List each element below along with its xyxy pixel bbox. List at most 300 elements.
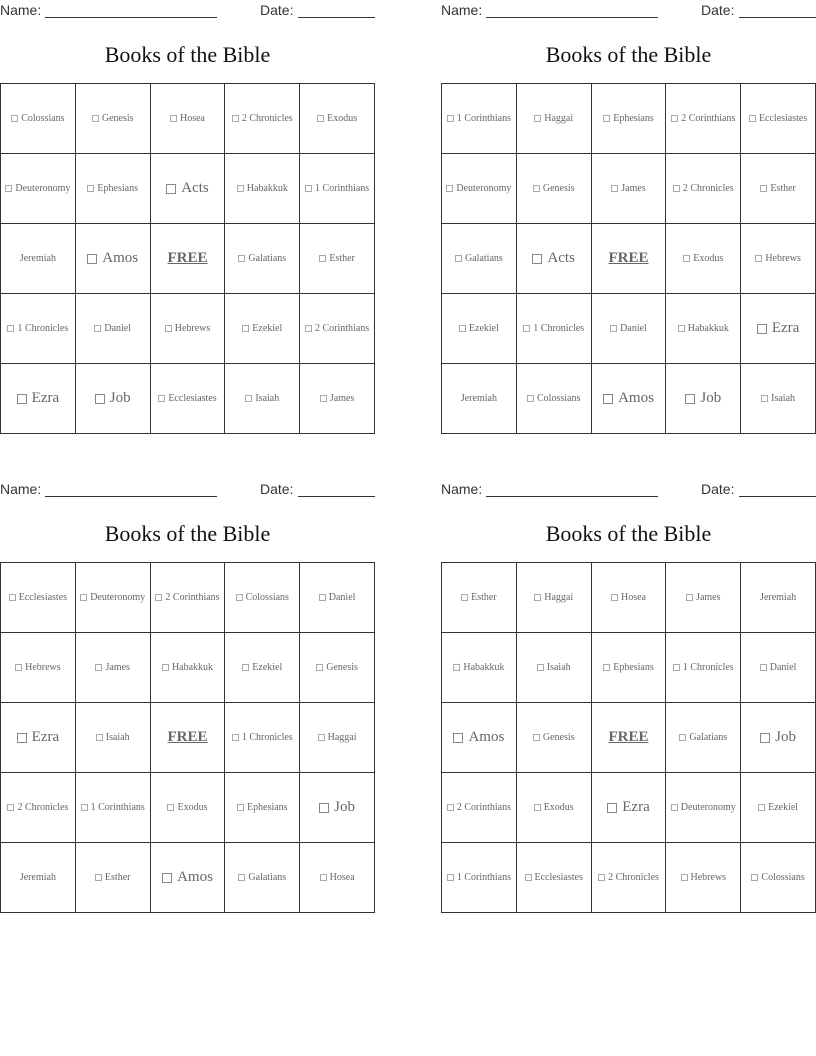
bingo-cell[interactable] — [76, 563, 151, 633]
bingo-cell[interactable] — [442, 84, 517, 154]
checkbox-icon[interactable] — [607, 803, 617, 813]
checkbox-icon[interactable] — [319, 255, 326, 262]
checkbox-icon[interactable] — [679, 734, 686, 741]
bingo-cell[interactable] — [225, 703, 300, 773]
bingo-cell[interactable] — [442, 843, 517, 913]
cell-label: Isaiah — [546, 662, 571, 673]
checkbox-icon[interactable] — [305, 185, 312, 192]
bingo-cell[interactable] — [741, 703, 816, 773]
bingo-cell[interactable] — [300, 703, 375, 773]
bingo-cell[interactable] — [225, 633, 300, 703]
checkbox-icon[interactable] — [758, 804, 765, 811]
checkbox-icon[interactable] — [92, 115, 99, 122]
name-field[interactable] — [45, 17, 217, 18]
bingo-cell[interactable] — [442, 154, 517, 224]
cell-label: Exodus — [327, 113, 358, 124]
bingo-cell[interactable] — [442, 563, 517, 633]
checkbox-icon[interactable] — [761, 395, 768, 402]
cell-label: Daniel — [328, 592, 356, 603]
checkbox-icon[interactable] — [459, 325, 466, 332]
bingo-cell[interactable] — [442, 364, 517, 434]
bingo-cell[interactable] — [225, 294, 300, 364]
name-label: Name: — [441, 481, 483, 497]
checkbox-icon[interactable] — [533, 734, 540, 741]
cell-label: Esther — [770, 183, 796, 194]
cell-label: Deuteronomy — [90, 592, 146, 603]
checkbox-icon[interactable] — [237, 804, 244, 811]
bingo-cell[interactable] — [76, 703, 151, 773]
bingo-cell[interactable] — [592, 84, 667, 154]
bingo-cell[interactable] — [666, 84, 741, 154]
checkbox-icon[interactable] — [686, 594, 693, 601]
cell-label: Galatians — [248, 253, 287, 264]
checkbox-icon[interactable] — [232, 734, 239, 741]
checkbox-icon[interactable] — [95, 664, 102, 671]
checkbox-icon[interactable] — [461, 594, 468, 601]
checkbox-icon[interactable] — [527, 395, 534, 402]
checkbox-icon[interactable] — [453, 664, 460, 671]
bingo-cell[interactable] — [1, 563, 76, 633]
checkbox-icon[interactable] — [447, 115, 454, 122]
bingo-cell[interactable] — [741, 154, 816, 224]
checkbox-icon[interactable] — [9, 594, 16, 601]
checkbox-icon[interactable] — [678, 325, 685, 332]
bingo-cell[interactable] — [592, 633, 667, 703]
bingo-cell[interactable] — [300, 773, 375, 843]
checkbox-icon[interactable] — [749, 115, 756, 122]
checkbox-icon[interactable] — [158, 395, 165, 402]
checkbox-icon[interactable] — [316, 664, 323, 671]
cell-label: Ephesians — [613, 662, 654, 673]
cell-label: Hebrews — [25, 662, 61, 673]
bingo-cell[interactable] — [1, 224, 76, 294]
cell-label: Hosea — [329, 872, 355, 883]
checkbox-icon[interactable] — [165, 325, 172, 332]
bingo-cell[interactable] — [151, 633, 226, 703]
cell-label: Habakkuk — [687, 323, 729, 334]
date-field[interactable] — [739, 17, 816, 18]
checkbox-icon[interactable] — [760, 185, 767, 192]
checkbox-icon[interactable] — [603, 394, 613, 404]
cell-label: Jeremiah — [760, 592, 797, 603]
cell-label: Ezekiel — [252, 662, 283, 673]
bingo-cell[interactable] — [76, 224, 151, 294]
checkbox-icon[interactable] — [242, 325, 249, 332]
checkbox-icon[interactable] — [603, 115, 610, 122]
bingo-cell[interactable] — [300, 563, 375, 633]
checkbox-icon[interactable] — [155, 594, 162, 601]
bingo-cell[interactable] — [592, 773, 667, 843]
bingo-cell[interactable] — [300, 843, 375, 913]
bingo-cell[interactable] — [151, 843, 226, 913]
bingo-cell[interactable] — [592, 154, 667, 224]
bingo-cell[interactable] — [666, 364, 741, 434]
checkbox-icon[interactable] — [671, 115, 678, 122]
cell-label: Colossians — [21, 113, 65, 124]
bingo-cell[interactable] — [592, 563, 667, 633]
bingo-cell[interactable] — [442, 224, 517, 294]
checkbox-icon[interactable] — [17, 733, 27, 743]
cell-label: James — [621, 183, 646, 194]
cell-label: 1 Chronicles — [241, 732, 293, 743]
cell-label: Amos — [177, 869, 213, 885]
bingo-cell[interactable] — [76, 843, 151, 913]
bingo-cell[interactable] — [300, 154, 375, 224]
bingo-cell[interactable] — [151, 563, 226, 633]
cell-label: Ezra — [622, 799, 650, 815]
cell-label: Deuteronomy — [680, 802, 736, 813]
cell-label: Colossians — [245, 592, 289, 603]
cell-label: Galatians — [689, 732, 728, 743]
cell-label: Ecclesiastes — [168, 393, 217, 404]
bingo-cell[interactable] — [225, 154, 300, 224]
cell-label: 1 Corinthians — [456, 872, 511, 883]
checkbox-icon[interactable] — [238, 874, 245, 881]
bingo-cell[interactable] — [741, 224, 816, 294]
checkbox-icon[interactable] — [681, 874, 688, 881]
bingo-cell[interactable] — [517, 773, 592, 843]
checkbox-icon[interactable] — [15, 664, 22, 671]
cell-label: Ezra — [31, 390, 60, 406]
checkbox-icon[interactable] — [238, 255, 245, 262]
date-field[interactable] — [739, 496, 816, 497]
checkbox-icon[interactable] — [96, 734, 103, 741]
checkbox-icon[interactable] — [317, 115, 324, 122]
checkbox-icon[interactable] — [95, 394, 105, 404]
checkbox-icon[interactable] — [87, 254, 97, 264]
checkbox-icon[interactable] — [80, 594, 87, 601]
cell-label: 1 Corinthians — [90, 802, 145, 813]
checkbox-icon[interactable] — [319, 594, 326, 601]
free-space[interactable] — [151, 224, 226, 294]
bingo-cell[interactable] — [225, 364, 300, 434]
checkbox-icon[interactable] — [453, 733, 463, 743]
bingo-cell[interactable] — [666, 633, 741, 703]
bingo-cell[interactable] — [1, 633, 76, 703]
checkbox-icon[interactable] — [455, 255, 462, 262]
date-label: Date: — [260, 481, 294, 497]
checkbox-icon[interactable] — [167, 804, 174, 811]
bingo-cell[interactable] — [1, 294, 76, 364]
checkbox-icon[interactable] — [232, 115, 239, 122]
card-title: Books of the Bible — [104, 521, 271, 546]
cell-label: Ecclesiastes — [534, 872, 583, 883]
bingo-cell[interactable] — [151, 84, 226, 154]
checkbox-icon[interactable] — [673, 664, 680, 671]
checkbox-icon[interactable] — [534, 115, 541, 122]
bingo-cell[interactable] — [76, 633, 151, 703]
free-label: FREE — [167, 250, 208, 266]
cell-label: Haggai — [544, 592, 574, 603]
checkbox-icon[interactable] — [755, 255, 762, 262]
cell-label: Haggai — [544, 113, 574, 124]
cell-label: Acts — [181, 180, 209, 196]
cell-label: Galatians — [465, 253, 503, 264]
free-label: FREE — [608, 729, 649, 745]
cell-label: Exodus — [177, 802, 208, 813]
bingo-cell[interactable] — [1, 84, 76, 154]
bingo-cell[interactable] — [666, 703, 741, 773]
checkbox-icon[interactable] — [170, 115, 177, 122]
bingo-cell[interactable] — [225, 843, 300, 913]
checkbox-icon[interactable] — [610, 325, 617, 332]
cell-label: Jeremiah — [460, 393, 497, 404]
checkbox-icon[interactable] — [533, 185, 540, 192]
cell-label: Hebrews — [765, 253, 801, 264]
name-field[interactable] — [486, 17, 658, 18]
cell-label: Haggai — [327, 732, 357, 743]
cell-label: Job — [109, 390, 131, 406]
checkbox-icon[interactable] — [534, 594, 541, 601]
bingo-cell[interactable] — [517, 633, 592, 703]
free-space[interactable] — [151, 703, 226, 773]
card-title: Books of the Bible — [104, 42, 271, 67]
cell-label: Esther — [329, 253, 355, 264]
cell-label: 1 Chronicles — [682, 662, 734, 673]
free-space[interactable] — [592, 224, 667, 294]
bingo-cell[interactable] — [300, 294, 375, 364]
checkbox-icon[interactable] — [7, 325, 14, 332]
checkbox-icon[interactable] — [162, 873, 172, 883]
cell-label: James — [696, 592, 721, 603]
bingo-cell[interactable] — [1, 703, 76, 773]
checkbox-icon[interactable] — [320, 874, 327, 881]
cell-label: Genesis — [326, 662, 358, 673]
checkbox-icon[interactable] — [245, 395, 252, 402]
date-field[interactable] — [298, 17, 375, 18]
checkbox-icon[interactable] — [319, 803, 329, 813]
date-label: Date: — [701, 2, 735, 18]
cell-label: 1 Chronicles — [533, 323, 585, 334]
checkbox-icon[interactable] — [683, 255, 690, 262]
bingo-cell[interactable] — [741, 563, 816, 633]
bingo-cell[interactable] — [300, 633, 375, 703]
bingo-cell[interactable] — [151, 294, 226, 364]
bingo-grid — [0, 562, 375, 913]
cell-label: Amos — [618, 390, 654, 406]
bingo-cell[interactable] — [741, 843, 816, 913]
cell-label: Habakkuk — [463, 662, 505, 673]
cell-label: Daniel — [620, 323, 647, 334]
bingo-cell[interactable] — [1, 154, 76, 224]
bingo-cell[interactable] — [666, 224, 741, 294]
bingo-cell[interactable] — [517, 224, 592, 294]
bingo-cell[interactable] — [592, 294, 667, 364]
cell-label: 1 Chronicles — [17, 323, 69, 334]
bingo-cell[interactable] — [151, 154, 226, 224]
checkbox-icon[interactable] — [760, 664, 767, 671]
cell-label: Ezekiel — [768, 802, 799, 813]
checkbox-icon[interactable] — [17, 394, 27, 404]
bingo-cell[interactable] — [442, 633, 517, 703]
checkbox-icon[interactable] — [5, 185, 12, 192]
name-date-bar — [441, 2, 816, 20]
checkbox-icon[interactable] — [673, 185, 680, 192]
bingo-grid — [441, 562, 816, 913]
bingo-cell[interactable] — [76, 154, 151, 224]
checkbox-icon[interactable] — [523, 325, 530, 332]
cell-label: Deuteronomy — [456, 183, 512, 194]
bingo-cell[interactable] — [225, 224, 300, 294]
checkbox-icon[interactable] — [318, 734, 325, 741]
free-space[interactable] — [592, 703, 667, 773]
bingo-grid — [0, 83, 375, 434]
bingo-cell[interactable] — [592, 364, 667, 434]
cell-label: Job — [700, 390, 722, 406]
bingo-cell[interactable] — [517, 294, 592, 364]
bingo-cell[interactable] — [666, 843, 741, 913]
checkbox-icon[interactable] — [94, 325, 101, 332]
checkbox-icon[interactable] — [242, 664, 249, 671]
bingo-cell[interactable] — [300, 84, 375, 154]
checkbox-icon[interactable] — [237, 185, 244, 192]
checkbox-icon[interactable] — [532, 254, 542, 264]
cell-label: Genesis — [542, 732, 575, 743]
bingo-cell[interactable] — [442, 294, 517, 364]
checkbox-icon[interactable] — [534, 804, 541, 811]
cell-label: Daniel — [104, 323, 132, 334]
cell-label: Isaiah — [105, 732, 130, 743]
cell-label: Amos — [468, 729, 505, 745]
checkbox-icon[interactable] — [685, 394, 695, 404]
bingo-cell[interactable] — [517, 154, 592, 224]
cell-label: Ecclesiastes — [758, 113, 808, 124]
bingo-cell[interactable] — [300, 364, 375, 434]
cell-label: Ephesians — [97, 183, 138, 194]
checkbox-icon[interactable] — [525, 874, 532, 881]
cell-label: Isaiah — [255, 393, 280, 404]
checkbox-icon[interactable] — [446, 185, 453, 192]
cell-label: Isaiah — [771, 393, 796, 404]
bingo-cell[interactable] — [517, 84, 592, 154]
bingo-cell[interactable] — [666, 294, 741, 364]
cell-label: Hosea — [179, 113, 205, 124]
cell-label: James — [329, 393, 355, 404]
bingo-cell[interactable] — [666, 773, 741, 843]
bingo-cell[interactable] — [76, 294, 151, 364]
bingo-cell[interactable] — [76, 773, 151, 843]
bingo-cell[interactable] — [592, 843, 667, 913]
checkbox-icon[interactable] — [598, 874, 605, 881]
bingo-cell[interactable] — [517, 563, 592, 633]
cell-label: Hosea — [620, 592, 646, 603]
name-date-bar — [0, 2, 375, 20]
checkbox-icon[interactable] — [751, 874, 758, 881]
checkbox-icon[interactable] — [611, 185, 618, 192]
bingo-cell[interactable] — [741, 773, 816, 843]
cell-label: 2 Chronicles — [608, 872, 659, 883]
checkbox-icon[interactable] — [162, 664, 169, 671]
bingo-cell[interactable] — [300, 224, 375, 294]
checkbox-icon[interactable] — [447, 804, 454, 811]
checkbox-icon[interactable] — [611, 594, 618, 601]
checkbox-icon[interactable] — [760, 733, 770, 743]
bingo-grid — [441, 83, 816, 434]
cell-label: Esther — [104, 872, 131, 883]
bingo-cell[interactable] — [76, 364, 151, 434]
bingo-cell[interactable] — [741, 84, 816, 154]
card-title: Books of the Bible — [545, 521, 712, 546]
cell-label: Amos — [102, 250, 139, 266]
bingo-cell[interactable] — [517, 364, 592, 434]
bingo-cell[interactable] — [151, 364, 226, 434]
checkbox-icon[interactable] — [236, 594, 243, 601]
checkbox-icon[interactable] — [320, 395, 327, 402]
bingo-cell[interactable] — [517, 703, 592, 773]
name-label: Name: — [441, 2, 483, 18]
bingo-cell[interactable] — [442, 703, 517, 773]
name-field[interactable] — [486, 496, 658, 497]
cell-label: Esther — [471, 592, 497, 603]
cell-label: Daniel — [769, 662, 797, 673]
free-label: FREE — [608, 250, 649, 266]
checkbox-icon[interactable] — [166, 184, 176, 194]
bingo-cell[interactable] — [741, 364, 816, 434]
date-label: Date: — [701, 481, 735, 497]
bingo-cell[interactable] — [225, 773, 300, 843]
bingo-cell[interactable] — [741, 633, 816, 703]
cell-label: Ezra — [771, 320, 800, 336]
checkbox-icon[interactable] — [87, 185, 94, 192]
cell-label: Exodus — [543, 802, 574, 813]
checkbox-icon[interactable] — [537, 664, 544, 671]
date-label: Date: — [260, 2, 294, 18]
cell-label: Acts — [547, 250, 575, 266]
cell-label: Deuteronomy — [15, 183, 71, 194]
date-field[interactable] — [298, 496, 375, 497]
checkbox-icon[interactable] — [671, 804, 678, 811]
cell-label: 2 Chronicles — [241, 113, 293, 124]
cell-label: Ezekiel — [252, 323, 283, 334]
cell-label: 2 Chronicles — [17, 802, 69, 813]
bingo-cell[interactable] — [151, 773, 226, 843]
cell-label: 2 Corinthians — [165, 592, 220, 603]
checkbox-icon[interactable] — [7, 804, 14, 811]
bingo-cell[interactable] — [76, 84, 151, 154]
bingo-cell[interactable] — [1, 773, 76, 843]
cell-label: Ezekiel — [468, 323, 499, 334]
cell-label: Hebrews — [174, 323, 211, 334]
checkbox-icon[interactable] — [757, 324, 767, 334]
bingo-cell[interactable] — [741, 294, 816, 364]
name-field[interactable] — [45, 496, 217, 497]
bingo-cell[interactable] — [517, 843, 592, 913]
cell-label: Jeremiah — [19, 872, 56, 883]
bingo-cell[interactable] — [442, 773, 517, 843]
bingo-cell[interactable] — [225, 84, 300, 154]
checkbox-icon[interactable] — [305, 325, 312, 332]
bingo-cell[interactable] — [666, 563, 741, 633]
bingo-cell[interactable] — [1, 364, 76, 434]
card-title: Books of the Bible — [545, 42, 712, 67]
checkbox-icon[interactable] — [447, 874, 454, 881]
cell-label: Exodus — [693, 253, 724, 264]
cell-label: 1 Corinthians — [456, 113, 511, 124]
name-label: Name: — [0, 481, 42, 497]
bingo-cell[interactable] — [666, 154, 741, 224]
cell-label: 2 Corinthians — [681, 113, 736, 124]
bingo-cell[interactable] — [1, 843, 76, 913]
checkbox-icon[interactable] — [95, 874, 102, 881]
cell-label: 2 Corinthians — [456, 802, 511, 813]
checkbox-icon[interactable] — [81, 804, 88, 811]
cell-label: Galatians — [248, 872, 287, 883]
checkbox-icon[interactable] — [603, 664, 610, 671]
cell-label: Genesis — [542, 183, 575, 194]
cell-label: 2 Corinthians — [315, 323, 370, 334]
checkbox-icon[interactable] — [11, 115, 18, 122]
bingo-cell[interactable] — [225, 563, 300, 633]
